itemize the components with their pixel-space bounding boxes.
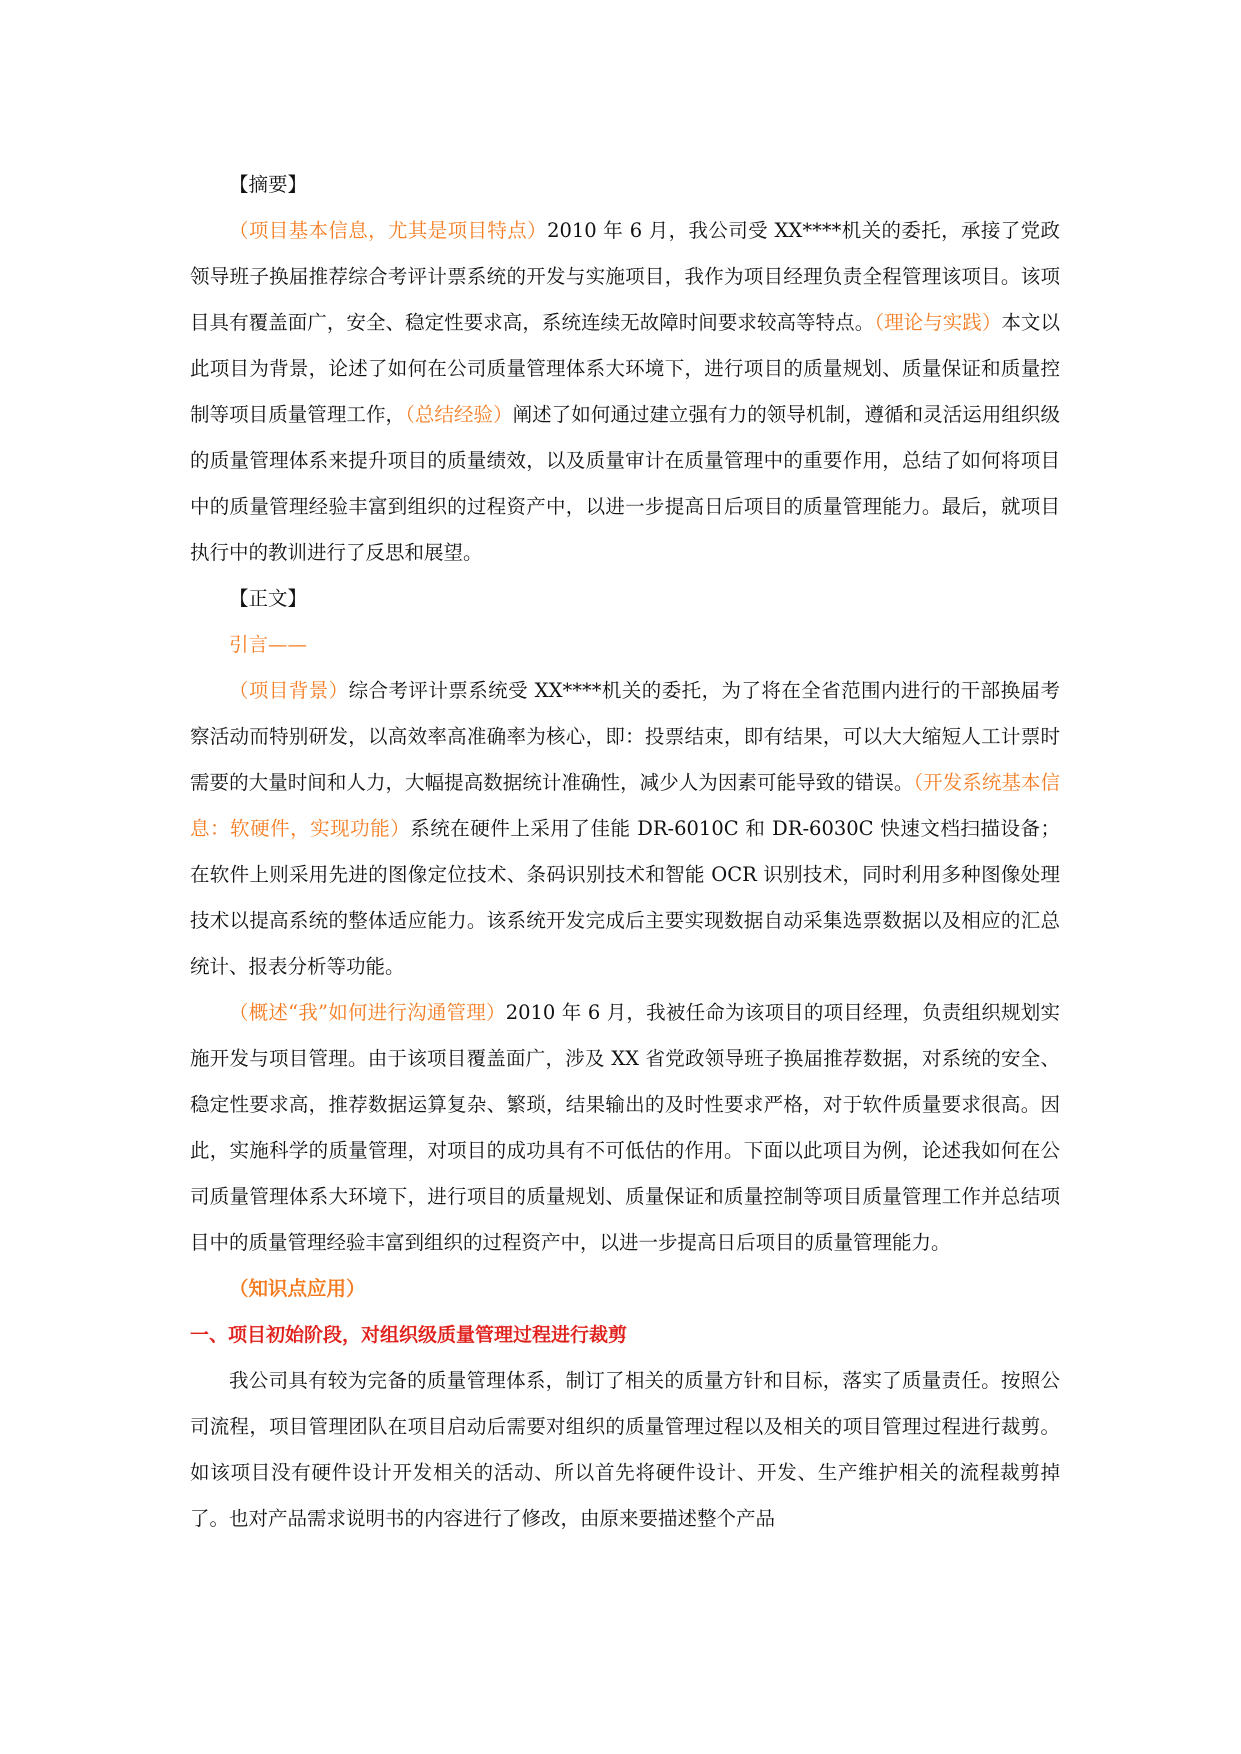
section1-title xyxy=(190,1312,1060,1358)
knowledge-label xyxy=(190,1266,1060,1312)
section1-text: 我公司具有较为完备的质量管理体系，制订了相关的质量方针和目标，落实了质量责任。按照公司流程，项目管理团队在项目启动后需要对组织的质量管理过程以及相关的项目管理过程进行裁剪。如该项目没有硬件设计开发相关的活动、所以首先将硬件设计、开发、生产维护相关的流程裁剪掉了。也对产品需求说明书的内容进行了修改，由原来要描述整个产品 xyxy=(190,1369,1060,1530)
tag-project-background: （项目背景） xyxy=(229,679,349,702)
tag-system-info: （开发系统基本信息：软硬件，实现功能） xyxy=(190,771,1060,840)
background-paragraph xyxy=(190,668,1060,990)
knowledge-label-text: （知识点应用） xyxy=(229,1277,366,1300)
system-info-text: 系统在硬件上采用了佳能 DR-6010C 和 DR-6030C 快速文档扫描设备；在软件上则采用先进的图像定位技术、条码识别技术和智能 OCR 识别技术，同时利用多种图像处理技术以提高系统的整体适应能力。该系统开发完成后主要实现数据自动采集选票数据以及相应的汇总统计、报表分析等功能。 xyxy=(190,817,1060,978)
abstract-paragraph xyxy=(190,208,1060,576)
overview-text: 2010 年 6 月，我被任命为该项目的项目经理，负责组织规划实施开发与项目管理。由于该项目覆盖面广，涉及 XX 省党政领导班子换届推荐数据，对系统的安全、稳定性要求高，推荐数据运算复杂、繁琐，结果输出的及时性要求严格，对于软件质量要求很高。因此，实施科学的质量管理，对项目的成功具有不可低估的作用。下面以此项目为例，论述我如何在公司质量管理体系大环境下，进行项目的质量规划、质量保证和质量控制等项目质量管理工作并总结项目中的质量管理经验丰富到组织的过程资产中，以进一步提高日后项目的质量管理能力。 xyxy=(190,1001,1060,1254)
abstract-heading-text: 【摘要】 xyxy=(229,173,308,196)
abstract-summary-text: 阐述了如何通过建立强有力的领导机制，遵循和灵活运用组织级的质量管理体系来提升项目的质量绩效，以及质量审计在质量管理中的重要作用，总结了如何将项目中的质量管理经验丰富到组织的过程资产中，以进一步提高日后项目的质量管理能力。最后，就项目执行中的教训进行了反思和展望。 xyxy=(190,403,1060,564)
tag-theory-practice: （理论与实践） xyxy=(874,311,1002,334)
body-heading-text: 【正文】 xyxy=(229,587,308,610)
abstract-basic-text: 2010 年 6 月，我公司受 XX****机关的委托，承接了党政领导班子换届推荐综合考评计票系统的开发与实施项目，我作为项目经理负责全程管理该项目。该项目具有覆盖面广，安全、稳定性要求高，系统连续无故障时间要求较高等特点。 xyxy=(190,219,1060,334)
background-text: 综合考评计票系统受 XX****机关的委托，为了将在全省范围内进行的干部换届考察活动而特别研发，以高效率高准确率为核心，即：投票结束，即有结果，可以大大缩短人工计票时需要的大量时间和人力，大幅提高数据统计准确性，减少人为因素可能导致的错误。 xyxy=(190,679,1060,794)
abstract-theory-text: 本文以此项目为背景，论述了如何在公司质量管理体系大环境下，进行项目的质量规划、质量保证和质量控制等项目质量管理工作， xyxy=(190,311,1060,426)
tag-summary: （总结经验） xyxy=(405,403,513,426)
tag-basic-info: （项目基本信息，尤其是项目特点） xyxy=(229,219,548,242)
abstract-heading xyxy=(190,162,1060,208)
tag-overview: （概述“我”如何进行沟通管理） xyxy=(229,1001,506,1024)
section1-title-text: 一、项目初始阶段，对组织级质量管理过程进行裁剪 xyxy=(190,1324,628,1346)
section1-paragraph xyxy=(190,1358,1060,1542)
intro-label xyxy=(190,622,1060,668)
body-heading xyxy=(190,576,1060,622)
overview-paragraph xyxy=(190,990,1060,1266)
document-page xyxy=(190,162,1060,1542)
intro-label-text: 引言—— xyxy=(229,633,308,656)
